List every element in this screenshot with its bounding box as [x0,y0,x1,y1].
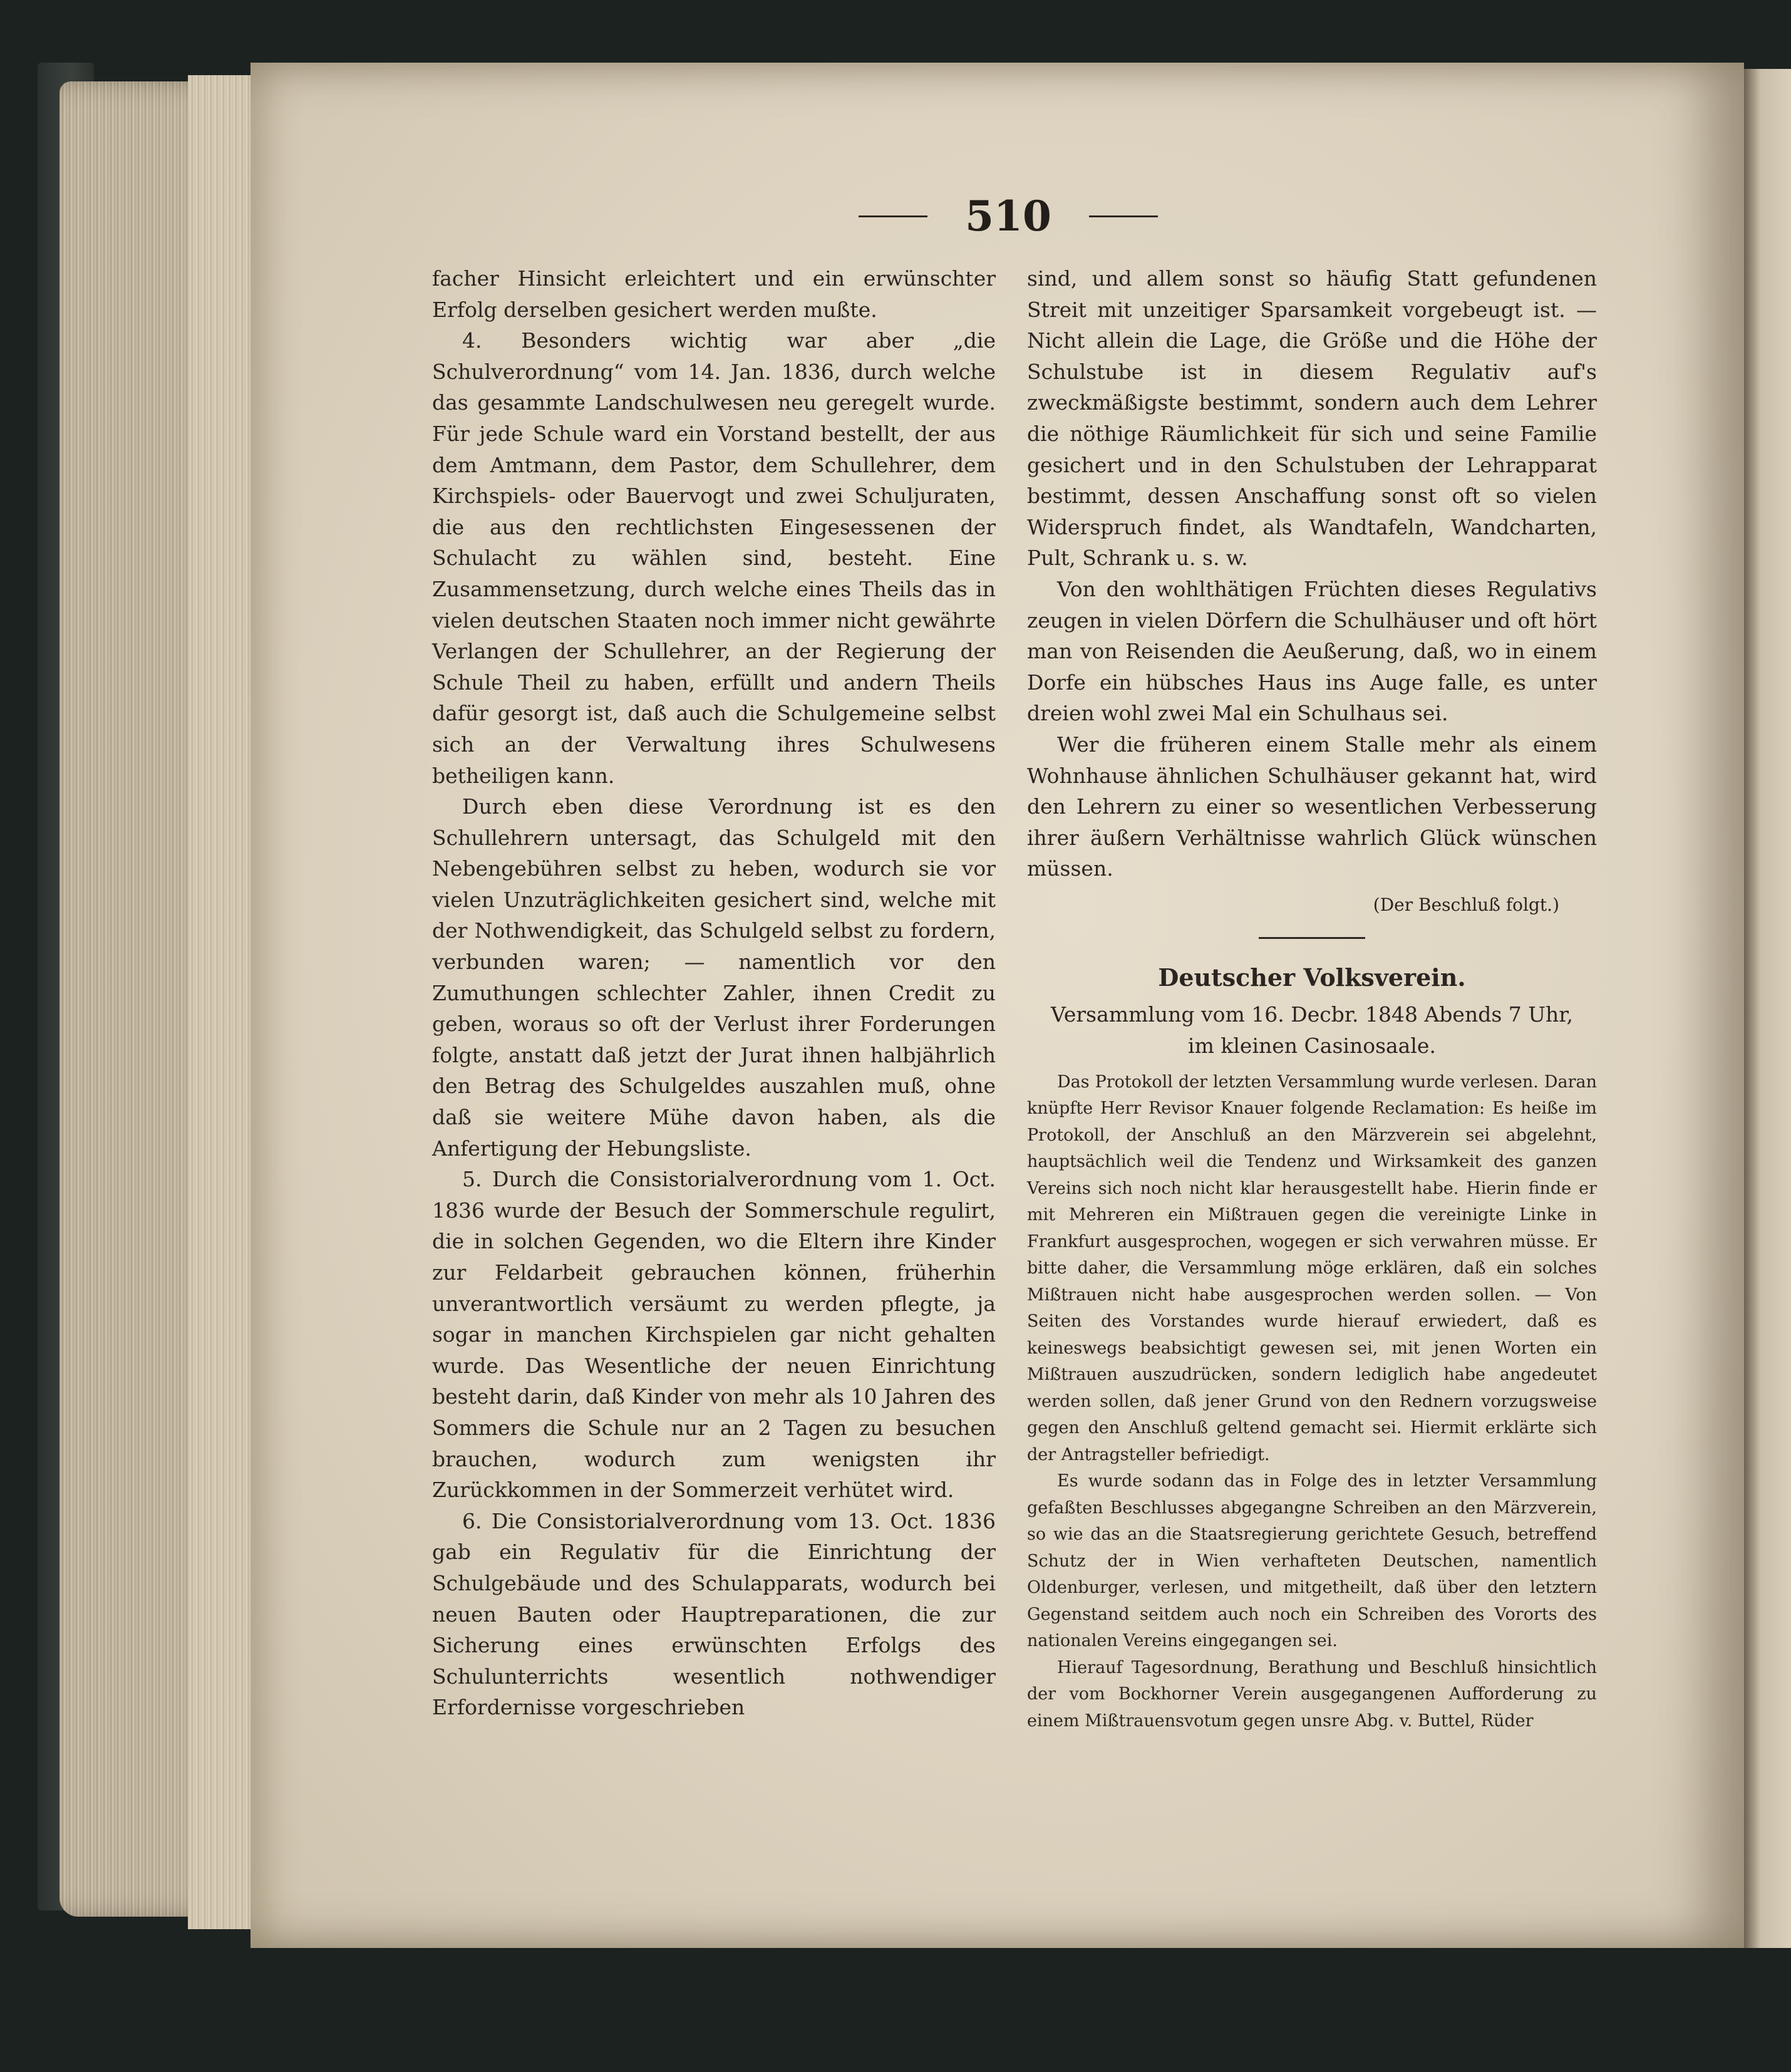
right-paragraph-2: Von den wohlthätigen Früchten dieses Regulativs zeugen in vielen Dörfern die Schulhäuser und oft hört man von Reisenden die Aeußerung, daß, wo in einem Dorfe ein hübsches Haus ins Auge falle, es unter dreien wohl zwei Mal ein Schulhaus sei. [1027,576,1597,726]
right-column [1027,263,1597,1734]
page-number: 510 [965,192,1051,241]
header-rule-right [1089,215,1158,217]
left-paragraph-3: Durch eben diese Verordnung ist es den Schullehrern untersagt, das Schulgeld mit den Nebengebühren selbst zu heben, wodurch sie vor vielen Unzuträglichkeiten gesichert sind, welche mit der Nothwendigkeit, das Schulgeld selbst zu fordern, verbunden waren; — namentlich vor den Zumuthungen schlechter Zahler, ihnen Credit zu geben, woraus so oft der Verlust ihrer Forderungen folgte, anstatt daß jetzt der Jurat ihnen halbjährlich den Betrag des Schulgeldes auszahlen muß, ohne daß sie weitere Mühe davon haben, als die Anfertigung der Hebungsliste. [432,794,996,1161]
left-paragraph-4: 5. Durch die Consistorialverordnung vom 1. Oct. 1836 wurde der Besuch der Sommerschule regulirt, die in solchen Gegenden, wo die Eltern ihre Kinder zur Feldarbeit gebrauchen können, früherhin unverantwortlich versäumt zu werden pflegte, ja sogar in manchen Kirchspielen gar nicht gehalten wurde. Das Wesentliche der neuen Einrichtung besteht darin, daß Kinder von mehr als 10 Jahren des Sommers die Schule nur an 2 Tagen zu besuchen brauchen, wodurch zum wenigsten ihr Zurückkommen in der Sommerzeit verhütet wird. [432,1167,996,1503]
next-page-edge [1744,69,1791,1948]
continuation-note: (Der Beschluß folgt.) [1373,894,1559,915]
page-header [839,191,1177,241]
left-paragraph-1: facher Hinsicht erleichtert und ein erwünschter Erfolg derselben gesichert werden mußte. [432,266,996,322]
header-rule-left [859,215,927,217]
section-divider [1259,937,1365,939]
report-paragraph-2: Es wurde sodann das in Folge des in letzter Versammlung gefaßten Beschlusses abgegangne Schreiben an den Märzverein, so wie das an die Staatsregierung gerichtete Gesuch, betreffend Schutz der in Wien verhafteten Deutschen, namentlich Oldenburger, verlesen, und mitgetheilt, daß über den letztern Gegenstand seitdem auch noch ein Schreiben des Vororts des nationalen Vereins eingegangen sei. [1027,1471,1597,1651]
right-paragraph-3: Wer die früheren einem Stalle mehr als einem Wohnhause ähnlichen Schulhäuser gekannt hat, wird den Lehrern zu einer so wesentlichen Verbesserung ihrer äußern Verhältnisse wahrlich Glück wünschen müssen. [1027,732,1597,881]
section-subtitle [1027,999,1597,1062]
right-paragraph-1: sind, und allem sonst so häufig Statt gefundenen Streit mit unzeitiger Sparsamkeit vorgebeugt ist. — Nicht allein die Lage, die Größe und die Höhe der Schulstube ist in diesem Regulativ auf's zweckmäßigste bestimmt, sondern auch dem Lehrer die nöthige Räumlichkeit für sich und seine Familie gesichert und in den Schulstuben der Lehrapparat bestimmt, dessen Anschaffung sonst oft so vielen Widerspruch findet, als Wandtafeln, Wandcharten, Pult, Schrank u. s. w. [1027,266,1597,571]
subtitle-line-2: im kleinen Casinosaale. [1188,1033,1436,1058]
left-paragraph-5: 6. Die Consistorialverordnung vom 13. Oct. 1836 gab ein Regulativ für die Einrichtung der Schulgebäude und des Schulapparats, wodurch bei neuen Bauten oder Hauptreparationen, die zur Sicherung eines erwünschten Erfolgs des Schulunterrichts wesentlich nothwendiger Erfordernisse vorgeschrieben [432,1508,996,1720]
left-paragraph-2: 4. Besonders wichtig war aber „die Schulverordnung“ vom 14. Jan. 1836, durch welche das gesammte Landschulwesen neu geregelt wurde. Für jede Schule ward ein Vorstand bestellt, der aus dem Amtmann, dem Pastor, dem Schullehrer, dem Kirchspiels- oder Bauervogt und zwei Schuljuraten, die aus den rechtlichsten Eingesessenen der Schulacht zu wählen sind, besteht. Eine Zusammensetzung, durch welche eines Theils das in vielen deutschen Staaten noch immer nicht gewährte Verlangen der Schullehrer, an der Regierung der Schule Theil zu haben, erfüllt und andern Theils dafür gesorgt ist, daß auch die Schulgemeine selbst sich an der Verwaltung ihres Schulwesens betheiligen kann. [432,328,996,788]
subtitle-line-1: Versammlung vom 16. Decbr. 1848 Abends 7 Uhr, [1051,1002,1573,1027]
left-column [432,263,996,1723]
section-title: Deutscher Volksverein. [1158,963,1466,992]
report-paragraph-3: Hierauf Tagesordnung, Berathung und Beschluß hinsichtlich der vom Bockhorner Verein ausgegangenen Aufforderung zu einem Mißtrauensvotum gegen unsre Abg. v. Buttel, Rüder [1027,1657,1597,1731]
report-paragraph-1: Das Protokoll der letzten Versammlung wurde verlesen. Daran knüpfte Herr Revisor Knauer folgende Reclamation: Es heiße im Protokoll, der Anschluß an den Märzverein sei abgelehnt, hauptsächlich weil die Tendenz und Wirksamkeit des ganzen Vereins sich noch nicht klar herausgestellt habe. Hierin finde er mit Mehreren ein Mißtrauen gegen die vereinigte Linke in Frankfurt ausgesprochen, wogegen er sich verwahren müsse. Er bitte daher, die Versammlung möge erklären, daß ein solches Mißtrauen nicht habe ausgesprochen werden sollen. — Von Seiten des Vorstandes wurde hierauf erwiedert, daß es keineswegs beabsichtigt gewesen sei, mit jenen Worten ein Mißtrauen auszudrücken, sondern lediglich habe angedeutet werden sollen, daß jener Grund von den Rednern vorzugsweise gegen den Anschluß geltend gemacht sei. Hiermit erklärte sich der Antragsteller befriedigt. [1027,1072,1597,1464]
